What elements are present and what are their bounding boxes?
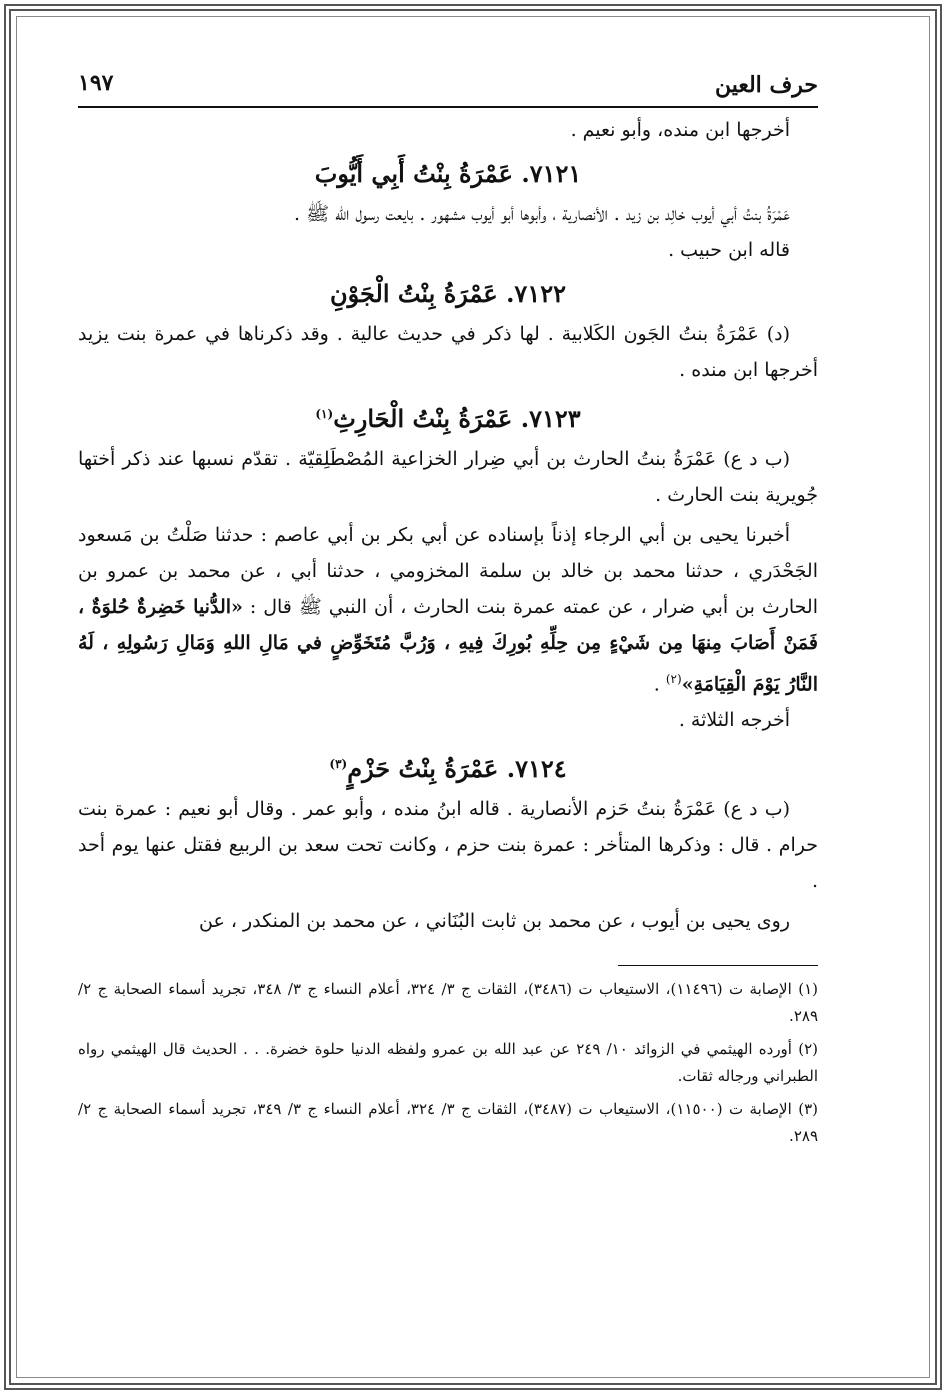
footnotes [78,976,818,1150]
footnote-1: (١) الإصابة ت (١١٤٩٦)، الاستيعاب ت (٣٤٨٦)، الثقات ج ٣/ ٣٢٤، أعلام النساء ج ٣/ ٣٤٨، تجريد أسماء الصحابة ج ٢/ ٢٨٩. [78,980,818,1026]
entry-7121-paragraph: عَمْرَةُ بنتُ أبي أيوب خالِد بن زيد . الأنصارية ، وأبوها أبو أيوب مشهور . بايعت رسول الله ﷺ . [294,203,790,225]
entry-7123-closing: أخرجه الثلاثة . [678,709,790,732]
footnote-ref-1: (١) [315,407,334,421]
page-number: ١٩٧ [78,70,114,96]
book-page [78,66,818,1326]
entry-7123-paragraph: (ب د ع) عَمْرَةُ بنتُ الحارث بن أبي ضِرار الخزاعية المُصْطَلِقيّة . تقدّم نسبها عند ذكر أختها جُويرية بنت الحارث . [78,448,818,506]
entry-title-7122: ٧١٢٢. عَمْرَةُ بِنْتُ الْجَوْنِ [330,279,566,308]
entry-7123-isnad-text: أخبرنا يحيى بن أبي الرجاء إذناً بإسناده عن أبي بكر بن أبي عاصم : حدثنا صَلْتُ بن مَسعود الجَحْدَري ، حدثنا محمد بن خالد بن سلمة المخزومي ، حدثنا أبي ، عن محمد بن عمرو بن الحارث بن أبي ضرار ، عن عمته عمرة بنت الحارث ، أن النبي ﷺ قال : [78,524,818,618]
entry-title-7124-text: ٧١٢٤. عَمْرَةُ بِنْتُ حَزْمٍ [347,754,567,784]
hadith-text: «الدُّنيا خَضِرةٌ حُلوَةٌ ، فَمَنْ أَصَابَ مِنهَا مِن شَيْءٍ مِن حِلِّهِ بُورِكَ فِيهِ ، وَرُبَّ مُتَخَوِّضٍ في مَالِ اللهِ وَمَالِ رَسُولِهِ ، لَهُ النَّارُ يَوْمَ الْقِيَامَةِ» [78,596,818,696]
running-title: حرف العين [714,72,818,98]
intro-line: أخرجها ابن منده، وأبو نعيم . [570,119,790,141]
entry-title-7123-text: ٧١٢٣. عَمْرَةُ بِنْتُ الْحَارِثِ [333,404,581,433]
footnote-3: (٣) الإصابة ت (١١٥٠٠)، الاستيعاب ت (٣٤٨٧)، الثقات ج ٣/ ٣٢٤، أعلام النساء ج ٣/ ٣٤٩، تجريد أسماء الصحابة ج ٢/ ٢٨٩. [78,1100,818,1146]
entry-7124-paragraph: (ب د ع) عَمْرَةُ بنتُ حَزم الأنصارية . قاله ابنُ منده ، وأبو عمر . وقال أبو نعيم : عمرة بنت حرام . قال : وذكرها المتأخر : عمرة بنت حزم ، وكانت تحت سعد بن الربيع فقتل عنها يوم أحد . [78,798,818,893]
footnote-ref-2: (٢) [665,672,682,686]
entry-7121-source: قاله ابن حبيب . [668,239,790,261]
entry-title-7121: ٧١٢١. عَمْرَةُ بِنْتُ أَبِي أَيُّوبَ [314,159,582,188]
footnote-2: (٢) أورده الهيثمي في الزوائد ١٠/ ٢٤٩ عن عبد الله بن عمرو ولفظه الدنيا حلوة خضرة. . . الحديث قال الهيثمي رواه الطبراني ورجاله ثقات. [78,1040,818,1086]
footnote-divider [618,965,818,966]
entry-title-7124 [78,744,818,789]
entry-title-7123 [78,394,818,439]
page-body [78,112,818,939]
entry-7124-continued: روى يحيى بن أيوب ، عن محمد بن ثابت البُنَاني ، عن محمد بن المنكدر ، عن [199,910,790,933]
entry-7123-isnad: أخبرنا يحيى بن أبي الرجاء إذناً بإسناده عن أبي بكر بن أبي عاصم : حدثنا صَلْتُ بن مَسعود الجَحْدَري ، حدثنا محمد بن خالد بن سلمة المخزومي ، حدثنا أبي ، عن محمد بن عمرو بن الحارث بن أبي ضرار ، عن عمته عمرة بنت الحارث ، أن النبي ﷺ قال : «الدُّنيا خَضِرةٌ حُلوَةٌ ، فَمَنْ أَصَابَ مِنهَا مِن شَيْءٍ مِن حِلِّهِ بُورِكَ فِيهِ ، وَرُبَّ مُتَخَوِّضٍ في مَالِ اللهِ وَمَالِ رَسُولِهِ ، لَهُ النَّارُ يَوْمَ الْقِيَامَةِ»$^{(٢)}$ . [78,524,818,696]
page-header [78,66,818,108]
entry-7122-paragraph: (د) عَمْرَةُ بنتُ الجَون الكَلابية . لها ذكر في حديث عالية . وقد ذكرناها في عمرة بنت يزيد أخرجها ابن منده . [78,323,818,381]
footnote-ref-3: (٣) [329,757,348,772]
